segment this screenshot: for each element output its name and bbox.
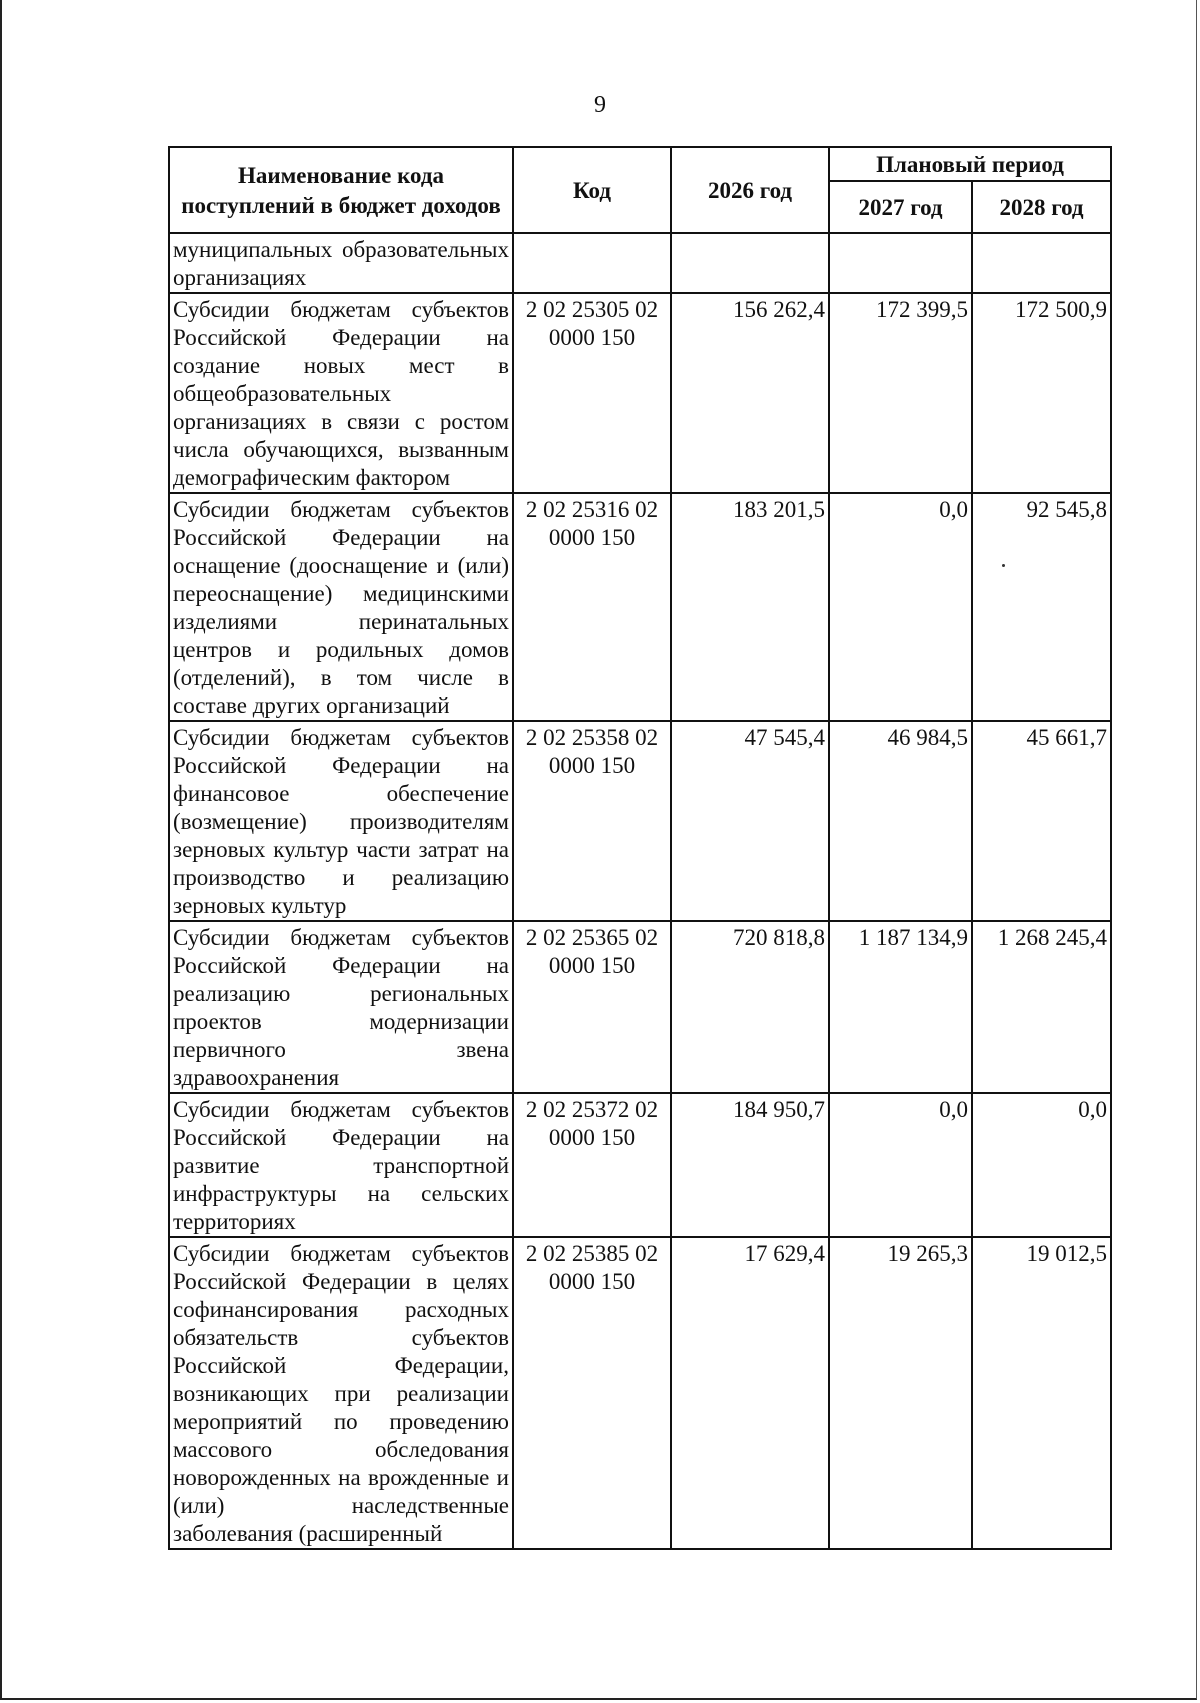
header-2027: 2027 год (829, 181, 972, 233)
row-2028: 0,0 (972, 1093, 1111, 1237)
table-row (169, 1237, 1111, 1549)
row-2028 (972, 233, 1111, 293)
header-2028: 2028 год (972, 181, 1111, 233)
header-2026: 2026 год (671, 147, 829, 233)
row-2027: 19 265,3 (829, 1237, 972, 1549)
row-name: Субсидии бюджетам субъектов Российской Федерации на развитие транспортной инфраструктуры на сельских территориях (169, 1093, 513, 1237)
row-2028: 45 661,7 (972, 721, 1111, 921)
row-2027: 1 187 134,9 (829, 921, 972, 1093)
row-2026: 47 545,4 (671, 721, 829, 921)
row-name: Субсидии бюджетам субъектов Российской Федерации на финансовое обеспечение (возмещение) производителям зерновых культур части затрат на производство и реализацию зерновых культур (169, 721, 513, 921)
row-name: Субсидии бюджетам субъектов Российской Федерации на оснащение (дооснащение и (или) переоснащение) медицинскими изделиями перинатальных центров и родильных домов (отделений), в том числе в составе других организаций (169, 493, 513, 721)
row-2026: 183 201,5 (671, 493, 829, 721)
table-row (169, 233, 1111, 293)
row-2028: 92 545,8 (972, 493, 1111, 721)
row-code: 2 02 25316 02 0000 150 (513, 493, 671, 721)
table-row (169, 1093, 1111, 1237)
header-name: Наименование кода поступлений в бюджет доходов (169, 147, 513, 233)
row-name: Субсидии бюджетам субъектов Российской Федерации на реализацию региональных проектов модернизации первичного звена здравоохранения (169, 921, 513, 1093)
row-name: Субсидии бюджетам субъектов Российской Федерации на создание новых мест в общеобразовательных организациях в связи с ростом числа обучающихся, вызванным демографическим фактором (169, 293, 513, 493)
row-code (513, 233, 671, 293)
row-2027: 0,0 (829, 1093, 972, 1237)
table-row (169, 493, 1111, 721)
row-2028: 172 500,9 (972, 293, 1111, 493)
row-code: 2 02 25358 02 0000 150 (513, 721, 671, 921)
page-number: 9 (594, 92, 606, 118)
row-2027: 172 399,5 (829, 293, 972, 493)
row-2026: 156 262,4 (671, 293, 829, 493)
row-code: 2 02 25305 02 0000 150 (513, 293, 671, 493)
row-name: муниципальных образовательных организациях (169, 233, 513, 293)
header-code: Код (513, 147, 671, 233)
row-2026: 184 950,7 (671, 1093, 829, 1237)
row-code: 2 02 25372 02 0000 150 (513, 1093, 671, 1237)
row-2026: 17 629,4 (671, 1237, 829, 1549)
row-2027 (829, 233, 972, 293)
row-code: 2 02 25365 02 0000 150 (513, 921, 671, 1093)
row-2026: 720 818,8 (671, 921, 829, 1093)
table-row (169, 293, 1111, 493)
table-row (169, 721, 1111, 921)
row-2028: 19 012,5 (972, 1237, 1111, 1549)
row-2027: 0,0 (829, 493, 972, 721)
row-2026 (671, 233, 829, 293)
revenue-table (168, 146, 1112, 1550)
row-name: Субсидии бюджетам субъектов Российской Федерации в целях софинансирования расходных обязательств субъектов Российской Федерации, возникающих при реализации мероприятий по проведению массового обследования новорожденных на врожденные и (или) наследственные заболевания (расширенный (169, 1237, 513, 1549)
row-2027: 46 984,5 (829, 721, 972, 921)
row-code: 2 02 25385 02 0000 150 (513, 1237, 671, 1549)
header-planning-period: Плановый период (829, 147, 1111, 181)
table-row (169, 921, 1111, 1093)
row-2028: 1 268 245,4 (972, 921, 1111, 1093)
